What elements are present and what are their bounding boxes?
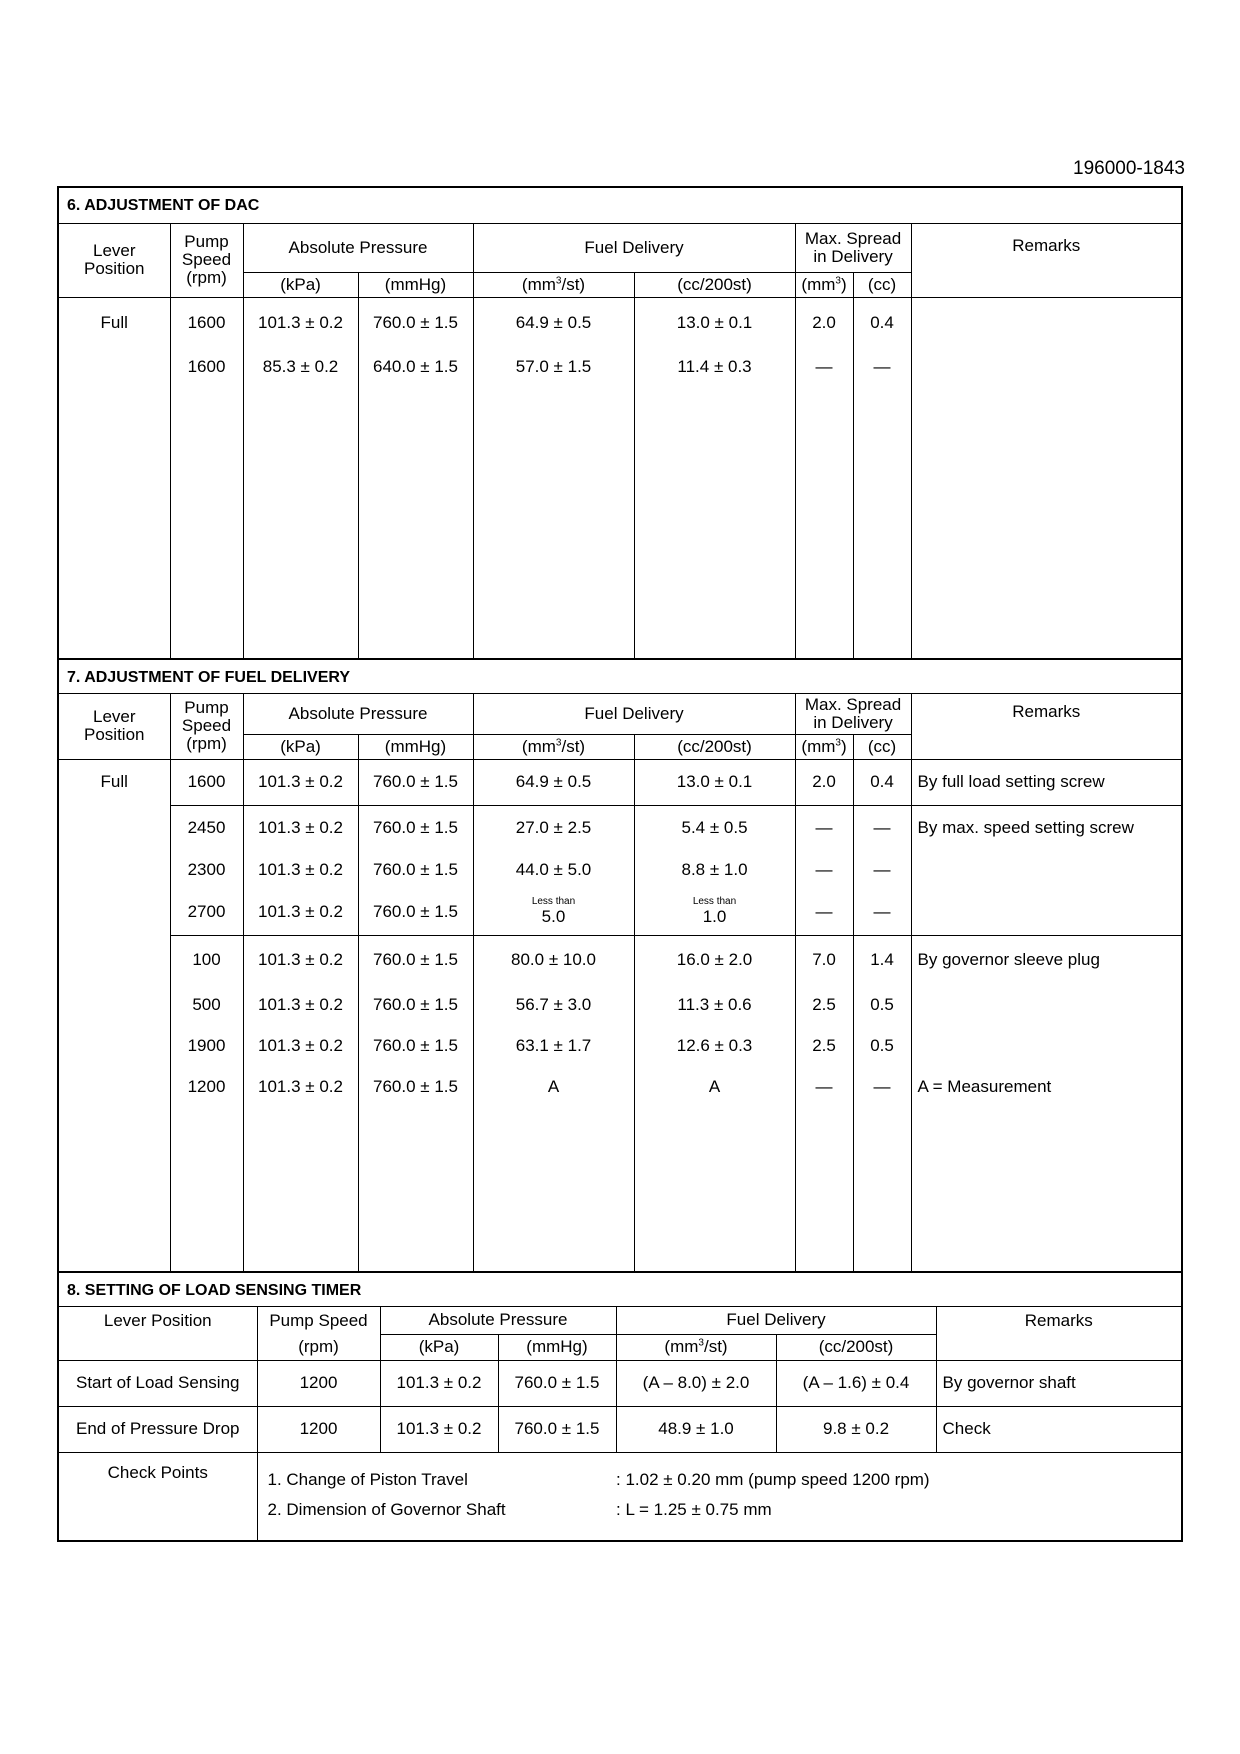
section-6-table [59, 224, 1181, 658]
table-row: 2700 101.3 ± 0.2 760.0 ± 1.5 Less than 5.0 Less than 1.0 — — [59, 889, 1181, 935]
section-7-table [59, 694, 1181, 1271]
unit-cc-200st: (cc/200st) [776, 1334, 936, 1360]
unit-kpa: (kPa) [380, 1334, 498, 1360]
unit-kpa: (kPa) [243, 272, 358, 297]
less-than-note: Less than [531, 895, 576, 907]
section-8-table [59, 1307, 1181, 1540]
check-points-label: Check Points [107, 1462, 208, 1482]
unit-kpa: (kPa) [243, 734, 358, 759]
table-row: 2300 101.3 ± 0.2 760.0 ± 1.5 44.0 ± 5.0 8.8 ± 1.0 — — [59, 851, 1181, 889]
unit-mm3-st: $(mm^3/st)$ [473, 734, 634, 759]
section-6-title: 6. ADJUSTMENT OF DAC [59, 188, 1181, 224]
unit-cc: (cc) [853, 734, 911, 759]
col-absolute-pressure: Absolute Pressure [380, 1307, 616, 1334]
col-remarks: Remarks [936, 1307, 1181, 1360]
col-remarks: Remarks [911, 224, 1181, 297]
col-fuel-delivery: Fuel Delivery [473, 694, 795, 734]
table-row: 2450 101.3 ± 0.2 760.0 ± 1.5 27.0 ± 2.5 5.4 ± 0.5 — — By max. speed setting screw [59, 805, 1181, 851]
unit-cc: (cc) [853, 272, 911, 297]
col-pump-speed: Pump Speed (rpm) [170, 694, 243, 759]
col-fuel-delivery: Fuel Delivery [473, 224, 795, 272]
less-than-note: Less than [692, 895, 737, 907]
unit-mm3: $(mm^3)$ [795, 734, 853, 759]
table-row: 100 101.3 ± 0.2 760.0 ± 1.5 80.0 ± 10.0 16.0 ± 2.0 7.0 1.4 By governor sleeve plug [59, 935, 1181, 985]
table-row: End of Pressure Drop 1200 101.3 ± 0.2 760.0 ± 1.5 48.9 ± 1.0 9.8 ± 0.2 Check [59, 1406, 1181, 1452]
check-point-row: 2. Dimension of Governor Shaft : L = 1.25 ± 0.75 mm [59, 1494, 1181, 1540]
table-filler [59, 1107, 1181, 1271]
col-max-spread: Max. Spread in Delivery [795, 694, 911, 734]
unit-cc-200st: (cc/200st) [634, 272, 795, 297]
col-fuel-delivery: Fuel Delivery [616, 1307, 936, 1334]
col-remarks: Remarks [911, 694, 1181, 759]
check-point-row: Check Points 1. Change of Piston Travel : 1.02 ± 0.20 mm (pump speed 1200 rpm) [59, 1452, 1181, 1494]
col-absolute-pressure: Absolute Pressure [243, 694, 473, 734]
table-row: Full 1600 101.3 ± 0.2 760.0 ± 1.5 64.9 ± 0.5 13.0 ± 0.1 2.0 0.4 By full load setting screw [59, 759, 1181, 805]
table-row: 1200 101.3 ± 0.2 760.0 ± 1.5 A A — — A = Measurement [59, 1067, 1181, 1107]
unit-mm3-st: $(mm^3/st)$ [473, 272, 634, 297]
unit-mmhg: (mmHg) [358, 272, 473, 297]
unit-mmhg: (mmHg) [498, 1334, 616, 1360]
col-lever-position: Lever Position [59, 1307, 257, 1360]
unit-mmhg: (mmHg) [358, 734, 473, 759]
col-lever-position: Lever Position [59, 224, 170, 297]
col-pump-speed: Pump Speed [257, 1307, 380, 1334]
document-number: 196000-1843 [1073, 158, 1185, 179]
unit-mm3-st: $(mm^3/st)$ [616, 1334, 776, 1360]
table-row: Start of Load Sensing 1200 101.3 ± 0.2 760.0 ± 1.5 (A – 8.0) ± 2.0 (A – 1.6) ± 0.4 By governor shaft [59, 1360, 1181, 1406]
table-row: 1900 101.3 ± 0.2 760.0 ± 1.5 63.1 ± 1.7 12.6 ± 0.3 2.5 0.5 [59, 1025, 1181, 1067]
table-row: 1600 85.3 ± 0.2 640.0 ± 1.5 57.0 ± 1.5 11.4 ± 0.3 — — [59, 349, 1181, 385]
spec-sheet [57, 186, 1183, 1542]
col-absolute-pressure: Absolute Pressure [243, 224, 473, 272]
col-max-spread: Max. Spread in Delivery [795, 224, 911, 272]
section-7-title: 7. ADJUSTMENT OF FUEL DELIVERY [59, 658, 1181, 694]
section-8-title: 8. SETTING OF LOAD SENSING TIMER [59, 1271, 1181, 1307]
table-row: 500 101.3 ± 0.2 760.0 ± 1.5 56.7 ± 3.0 11.3 ± 0.6 2.5 0.5 [59, 985, 1181, 1025]
col-lever-position: Lever Position [59, 694, 170, 759]
col-pump-speed: Pump Speed (rpm) [170, 224, 243, 297]
unit-rpm: (rpm) [257, 1334, 380, 1360]
unit-mm3: $(mm^3)$ [795, 272, 853, 297]
table-filler [59, 385, 1181, 658]
unit-cc-200st: (cc/200st) [634, 734, 795, 759]
table-row: Full 1600 101.3 ± 0.2 760.0 ± 1.5 64.9 ± 0.5 13.0 ± 0.1 2.0 0.4 [59, 297, 1181, 349]
